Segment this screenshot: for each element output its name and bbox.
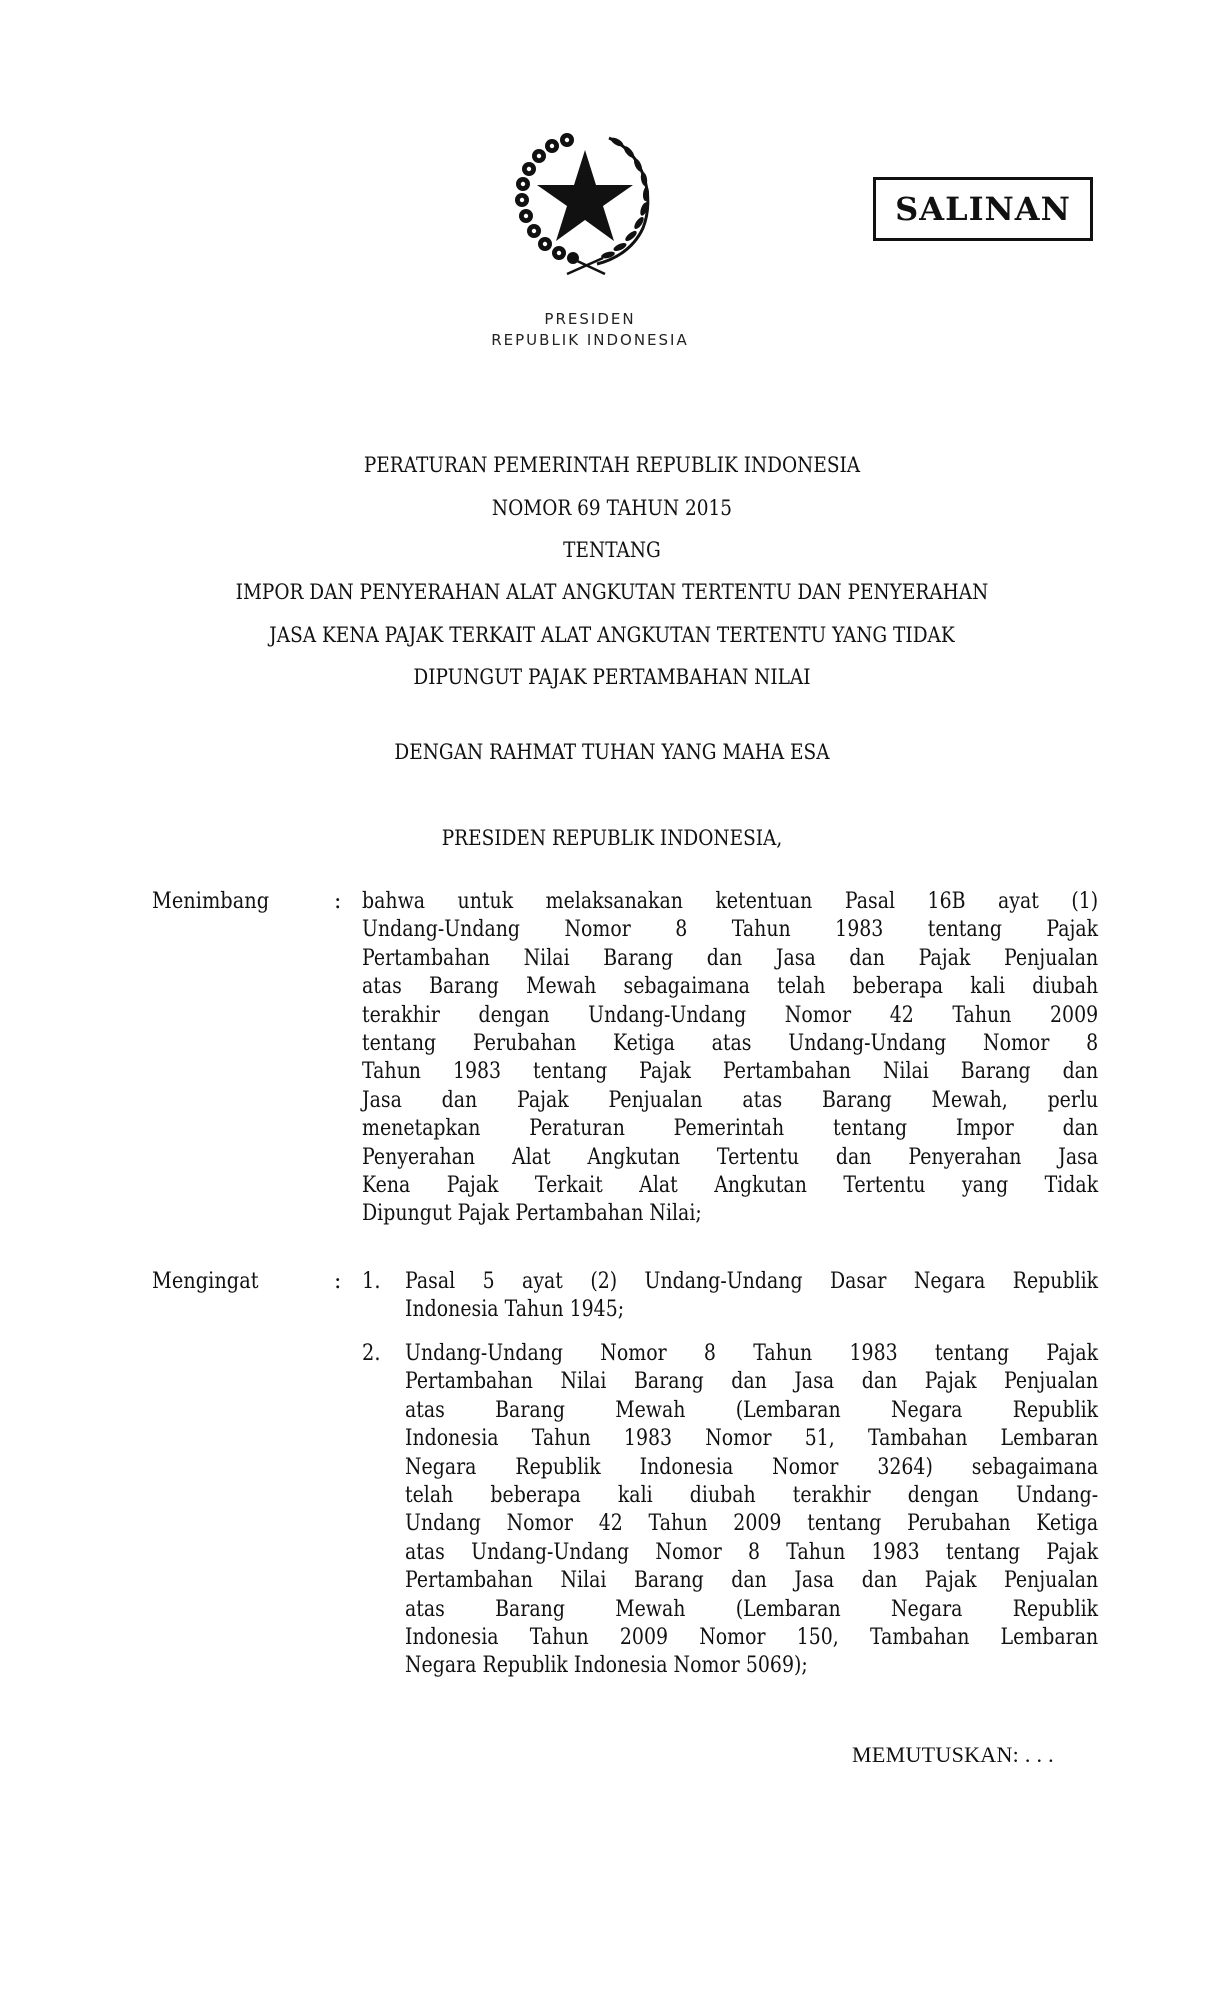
regulation-subject-line: IMPOR DAN PENYERAHAN ALAT ANGKUTAN TERTENTU DAN PENYERAHAN xyxy=(235,580,989,605)
mengingat-line: Indonesia Tahun 1945; xyxy=(405,1297,625,1323)
mengingat-item-1 xyxy=(405,1268,1098,1325)
salinan-stamp xyxy=(873,177,1093,241)
menimbang-text xyxy=(362,888,1098,1229)
continuation-marker: MEMUTUSKAN: . . . xyxy=(852,1742,1054,1767)
mengingat-colon: : xyxy=(334,1269,342,1294)
menimbang-line: Penyerahan Alat Angkutan Tertentu dan Penyerahan Jasa xyxy=(362,1144,1099,1170)
menimbang-label: Menimbang xyxy=(152,889,270,914)
mengingat-line: Indonesia Tahun 1983 Nomor 51, Tambahan Lembaran xyxy=(405,1426,1099,1452)
menimbang-line: bahwa untuk melaksanakan ketentuan Pasal 16B ayat (1) xyxy=(362,889,1099,914)
mengingat-line: Undang-Undang Nomor 8 Tahun 1983 tentang Pajak xyxy=(405,1341,1099,1366)
menimbang-line: menetapkan Peraturan Pemerintah tentang Impor dan xyxy=(362,1116,1099,1142)
mengingat-line: Pertambahan Nilai Barang dan Jasa dan Pajak Penjualan xyxy=(405,1568,1099,1594)
mengingat-line: atas Barang Mewah (Lembaran Negara Republik xyxy=(405,1596,1099,1622)
regulation-subject-line: JASA KENA PAJAK TERKAIT ALAT ANGKUTAN TERTENTU YANG TIDAK xyxy=(269,623,955,648)
regulation-tentang: TENTANG xyxy=(563,538,661,563)
menimbang-line: Tahun 1983 tentang Pajak Pertambahan Nilai Barang dan xyxy=(362,1059,1099,1085)
mengingat-item-2 xyxy=(405,1340,1098,1681)
menimbang-line: terakhir dengan Undang-Undang Nomor 42 Tahun 2009 xyxy=(362,1002,1099,1028)
presidential-emblem-icon xyxy=(505,128,665,278)
mengingat-line: Indonesia Tahun 2009 Nomor 150, Tambahan Lembaran xyxy=(405,1625,1099,1651)
mengingat-line: telah beberapa kali diubah terakhir dengan Undang- xyxy=(405,1483,1099,1509)
mengingat-line: atas Barang Mewah (Lembaran Negara Republik xyxy=(405,1397,1099,1423)
mengingat-label: Mengingat xyxy=(152,1269,259,1294)
menimbang-line: tentang Perubahan Ketiga atas Undang-Undang Nomor 8 xyxy=(362,1031,1099,1057)
emblem-caption-presiden: PRESIDEN xyxy=(544,310,636,328)
mengingat-item-number: 2. xyxy=(362,1341,381,1366)
mengingat-line: Pasal 5 ayat (2) Undang-Undang Dasar Negara Republik xyxy=(405,1269,1099,1294)
mengingat-line: Negara Republik Indonesia Nomor 3264) sebagaimana xyxy=(405,1454,1099,1480)
mengingat-item-number: 1. xyxy=(362,1269,381,1294)
menimbang-line: Undang-Undang Nomor 8 Tahun 1983 tentang Pajak xyxy=(362,917,1099,943)
mengingat-line: Pertambahan Nilai Barang dan Jasa dan Pajak Penjualan xyxy=(405,1369,1099,1395)
menimbang-line: Kena Pajak Terkait Alat Angkutan Tertentu yang Tidak xyxy=(362,1173,1099,1199)
menimbang-line: Pertambahan Nilai Barang dan Jasa dan Pajak Penjualan xyxy=(362,945,1099,971)
emblem-caption-republik: REPUBLIK INDONESIA xyxy=(491,331,689,349)
menimbang-colon: : xyxy=(334,889,342,914)
menimbang-line: Jasa dan Pajak Penjualan atas Barang Mewah, perlu xyxy=(362,1087,1099,1113)
mengingat-line: Undang Nomor 42 Tahun 2009 tentang Perubahan Ketiga xyxy=(405,1511,1099,1537)
regulation-title: PERATURAN PEMERINTAH REPUBLIK INDONESIA xyxy=(363,453,861,478)
menimbang-line: atas Barang Mewah sebagaimana telah beberapa kali diubah xyxy=(362,974,1099,1000)
regulation-number: NOMOR 69 TAHUN 2015 xyxy=(491,496,733,521)
mengingat-line: Negara Republik Indonesia Nomor 5069); xyxy=(405,1653,808,1679)
mengingat-line: atas Undang-Undang Nomor 8 Tahun 1983 tentang Pajak xyxy=(405,1539,1099,1565)
blessing-line: DENGAN RAHMAT TUHAN YANG MAHA ESA xyxy=(394,740,830,765)
menimbang-line: Dipungut Pajak Pertambahan Nilai; xyxy=(362,1201,702,1227)
issuer-line: PRESIDEN REPUBLIK INDONESIA, xyxy=(441,826,783,851)
regulation-subject-line: DIPUNGUT PAJAK PERTAMBAHAN NILAI xyxy=(413,665,811,690)
salinan-label: SALINAN xyxy=(895,190,1071,228)
